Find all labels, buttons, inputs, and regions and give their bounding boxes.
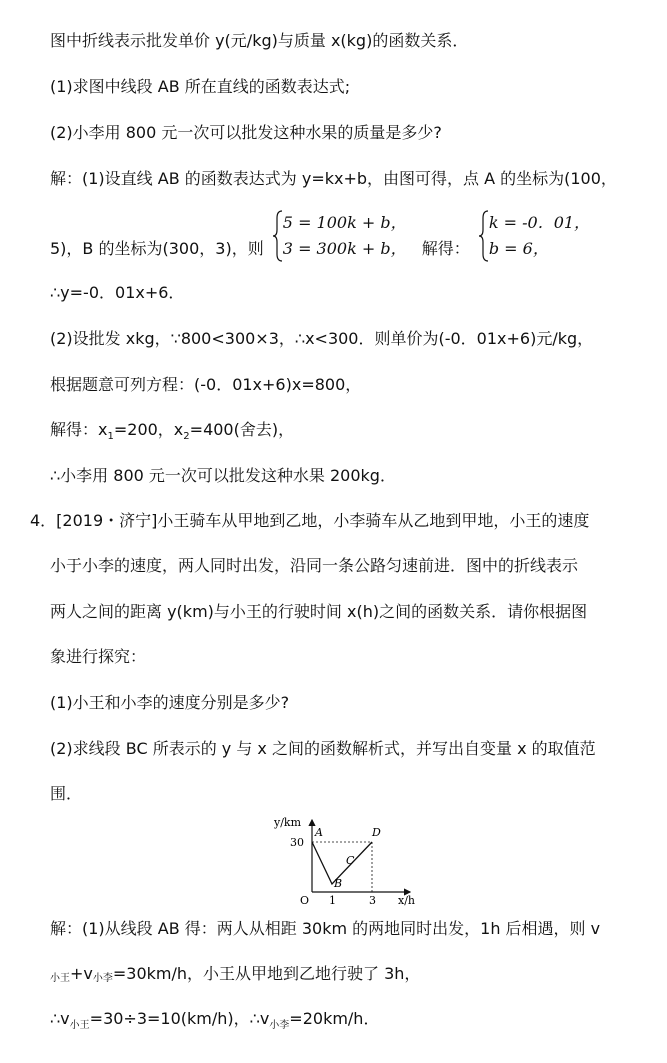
solution3-part-a: ∴v <box>50 1009 70 1028</box>
y-axis-label: y/km <box>274 816 302 829</box>
text-line-2: (1)求图中线段 AB 所在直线的函数表达式; <box>50 77 351 96</box>
line5-prefix: 5)，B 的坐标为(300，3)，则 <box>50 238 264 258</box>
equation-system-2 <box>489 210 590 262</box>
point-b-label: B <box>334 877 343 890</box>
point-d-label: D <box>372 826 381 839</box>
system2-row-1: k = -0．01， <box>488 213 591 232</box>
line9-part-a: 解得：x <box>50 420 108 439</box>
text-line-9 <box>50 419 294 444</box>
line9-part-b: =200，x <box>113 420 184 439</box>
text-line-8: 根据题意可列方程：(-0．01x+6)x=800， <box>50 375 362 394</box>
subscript-2: 2 <box>183 431 190 442</box>
text-line-1: 图中折线表示批发单价 y(元/kg)与质量 x(kg)的函数关系． <box>50 31 469 50</box>
x-axis-label: x/h <box>398 894 415 907</box>
line9-part-c: =400(舍去)， <box>189 420 295 439</box>
function-graph <box>260 812 420 907</box>
point-c-label: C <box>346 854 355 867</box>
y-tick-30: 30 <box>290 836 304 849</box>
x-tick-1: 1 <box>329 894 336 907</box>
solution2-part-b: +v <box>70 964 93 983</box>
system2-row-2: b = 6， <box>488 239 549 258</box>
solution2-part-d: =30km/h，小王从甲地到乙地行驶了 3h， <box>112 964 421 983</box>
solution3-part-e: =20km/h． <box>289 1009 380 1028</box>
question-4-line-7: 围． <box>50 784 83 803</box>
point-a-label: A <box>315 826 323 839</box>
origin-label: O <box>300 894 310 907</box>
text-line-3: (2)小李用 800 元一次可以批发这种水果的质量是多少? <box>50 123 442 142</box>
question-4-line-1: 4．[2019・济宁]小王骑车从甲地到乙地，小李骑车从乙地到甲地，小王的速度 <box>30 511 590 530</box>
question-4-line-2: 小于小李的速度，两人同时出发，沿同一条公路匀速前进．图中的折线表示 <box>50 556 579 575</box>
subscript-xiaoli: 小李 <box>92 973 113 984</box>
text-line-7: (2)设批发 xkg，∵800<300×3，∴x<300．则单价为(-0．01x+6)元/kg， <box>50 329 594 348</box>
brace-icon <box>479 210 489 262</box>
brace-icon <box>273 210 283 262</box>
subscript-1: 1 <box>107 431 114 442</box>
text-line-5 <box>50 210 590 262</box>
question-4-line-3: 两人之间的距离 y(km)与小王的行驶时间 x(h)之间的函数关系．请你根据图 <box>50 602 588 621</box>
system1-row-2: 3 = 300k + b， <box>282 239 407 258</box>
solution-line-3 <box>50 1008 379 1033</box>
system1-row-1: 5 = 100k + b， <box>282 213 407 232</box>
subscript-xiaowang-2: 小王 <box>69 1020 90 1031</box>
solution-line-2 <box>50 963 420 988</box>
x-tick-3: 3 <box>369 894 376 907</box>
solution3-part-c: =30÷3=10(km/h)，∴v <box>89 1009 270 1028</box>
text-line-6: ∴y=-0．01x+6． <box>50 283 185 302</box>
question-4-line-6: (2)求线段 BC 所表示的 y 与 x 之间的函数解析式，并写出自变量 x 的取值范 <box>50 739 596 758</box>
subscript-xiaoli-2: 小李 <box>269 1020 290 1031</box>
question-4-line-4: 象进行探究： <box>50 647 147 666</box>
question-4-line-5: (1)小王和小李的速度分别是多少? <box>50 693 290 712</box>
line5-middle: 解得： <box>421 238 470 258</box>
text-line-4: 解：(1)设直线 AB 的函数表达式为 y=kx+b，由图可得，点 A 的坐标为(100， <box>50 169 617 188</box>
subscript-xiaowang: 小王 <box>50 973 70 984</box>
equation-system-1 <box>283 210 407 262</box>
solution-line-1: 解：(1)从线段 AB 得：两人从相距 30km 的两地同时出发，1h 后相遇，则 v <box>50 919 601 938</box>
text-line-10: ∴小李用 800 元一次可以批发这种水果 200kg． <box>50 466 396 485</box>
